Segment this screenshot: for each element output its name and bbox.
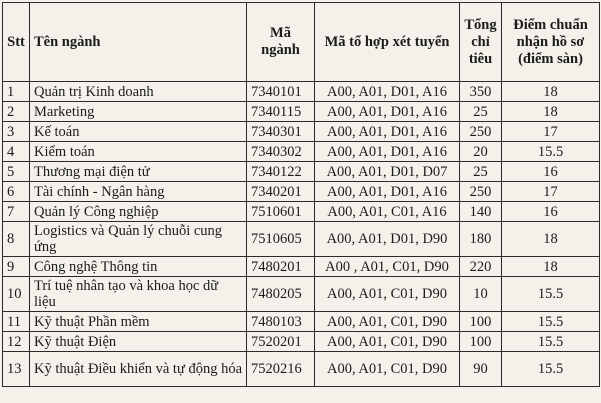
cell-quota: 250 (460, 122, 502, 142)
table-row (3, 222, 600, 257)
cell-major-name: Quản trị Kinh doanh (30, 82, 247, 102)
cell-combination: A00, A01, D01, A16 (315, 182, 460, 202)
cell-major-code: 7480103 (247, 312, 315, 332)
cell-stt: 4 (3, 142, 30, 162)
cell-quota: 10 (460, 277, 502, 312)
cell-combination: A00, A01, D01, A16 (315, 82, 460, 102)
cell-stt: 9 (3, 257, 30, 277)
cell-quota: 100 (460, 332, 502, 352)
cell-major-name: Công nghệ Thông tin (30, 257, 247, 277)
cell-combination: A00, A01, D01, A16 (315, 122, 460, 142)
admissions-table (2, 2, 600, 387)
cell-quota: 100 (460, 312, 502, 332)
cell-quota: 220 (460, 257, 502, 277)
table-row (3, 102, 600, 122)
cell-quota: 25 (460, 162, 502, 182)
cell-quota: 140 (460, 202, 502, 222)
header-stt: Stt (3, 3, 30, 82)
table-row (3, 312, 600, 332)
cell-stt: 10 (3, 277, 30, 312)
cell-score: 16 (502, 202, 600, 222)
table-row (3, 332, 600, 352)
table-row (3, 277, 600, 312)
header-quota: Tổng chỉ tiêu (460, 3, 502, 82)
cell-major-name: Quản lý Công nghiệp (30, 202, 247, 222)
cell-stt: 7 (3, 202, 30, 222)
header-code: Mã ngành (247, 3, 315, 82)
cell-quota: 90 (460, 352, 502, 387)
cell-combination: A00, A01, D01, D90 (315, 222, 460, 257)
cell-combination: A00 , A01, C01, D90 (315, 257, 460, 277)
cell-stt: 5 (3, 162, 30, 182)
cell-major-code: 7340302 (247, 142, 315, 162)
cell-major-code: 7340201 (247, 182, 315, 202)
cell-score: 18 (502, 257, 600, 277)
cell-stt: 1 (3, 82, 30, 102)
cell-score: 15.5 (502, 142, 600, 162)
cell-quota: 350 (460, 82, 502, 102)
cell-major-code: 7480205 (247, 277, 315, 312)
cell-major-code: 7520216 (247, 352, 315, 387)
cell-stt: 13 (3, 352, 30, 387)
table-row (3, 202, 600, 222)
cell-quota: 25 (460, 102, 502, 122)
table-row (3, 352, 600, 387)
table-row (3, 122, 600, 142)
cell-quota: 250 (460, 182, 502, 202)
cell-combination: A00, A01, D01, A16 (315, 102, 460, 122)
cell-score: 18 (502, 82, 600, 102)
cell-major-name: Kỹ thuật Phần mềm (30, 312, 247, 332)
table-row (3, 142, 600, 162)
cell-score: 16 (502, 162, 600, 182)
cell-major-name: Thương mại điện tử (30, 162, 247, 182)
cell-score: 15.5 (502, 332, 600, 352)
cell-major-code: 7520201 (247, 332, 315, 352)
cell-quota: 20 (460, 142, 502, 162)
cell-major-code: 7480201 (247, 257, 315, 277)
cell-major-name: Kỹ thuật Điện (30, 332, 247, 352)
cell-major-code: 7340115 (247, 102, 315, 122)
cell-major-name: Marketing (30, 102, 247, 122)
cell-score: 15.5 (502, 312, 600, 332)
cell-combination: A00, A01, D01, D07 (315, 162, 460, 182)
cell-major-code: 7340122 (247, 162, 315, 182)
cell-major-name: Trí tuệ nhân tạo và khoa học dữ liệu (30, 277, 247, 312)
cell-combination: A00, A01, C01, A16 (315, 202, 460, 222)
cell-major-name: Kế toán (30, 122, 247, 142)
header-score: Điểm chuẩn nhận hồ sơ (điểm sàn) (502, 3, 600, 82)
cell-combination: A00, A01, C01, D90 (315, 352, 460, 387)
table-header-row (3, 3, 600, 82)
cell-major-code: 7340301 (247, 122, 315, 142)
cell-stt: 8 (3, 222, 30, 257)
cell-combination: A00, A01, D01, A16 (315, 142, 460, 162)
header-combo: Mã tổ hợp xét tuyển (315, 3, 460, 82)
cell-combination: A00, A01, C01, D90 (315, 312, 460, 332)
cell-score: 17 (502, 122, 600, 142)
cell-stt: 6 (3, 182, 30, 202)
table-row (3, 82, 600, 102)
cell-score: 18 (502, 222, 600, 257)
cell-score: 15.5 (502, 277, 600, 312)
cell-major-name: Logistics và Quản lý chuỗi cung ứng (30, 222, 247, 257)
cell-stt: 2 (3, 102, 30, 122)
table-row (3, 162, 600, 182)
cell-major-name: Kỹ thuật Điều khiển và tự động hóa (30, 352, 247, 387)
header-name: Tên ngành (30, 3, 247, 82)
cell-score: 15.5 (502, 352, 600, 387)
cell-combination: A00, A01, C01, D90 (315, 332, 460, 352)
cell-major-name: Tài chính - Ngân hàng (30, 182, 247, 202)
cell-major-code: 7510601 (247, 202, 315, 222)
cell-combination: A00, A01, C01, D90 (315, 277, 460, 312)
cell-major-code: 7510605 (247, 222, 315, 257)
cell-score: 17 (502, 182, 600, 202)
cell-stt: 12 (3, 332, 30, 352)
cell-major-code: 7340101 (247, 82, 315, 102)
table-row (3, 182, 600, 202)
table-row (3, 257, 600, 277)
cell-stt: 11 (3, 312, 30, 332)
cell-score: 18 (502, 102, 600, 122)
cell-major-name: Kiểm toán (30, 142, 247, 162)
cell-quota: 180 (460, 222, 502, 257)
cell-stt: 3 (3, 122, 30, 142)
